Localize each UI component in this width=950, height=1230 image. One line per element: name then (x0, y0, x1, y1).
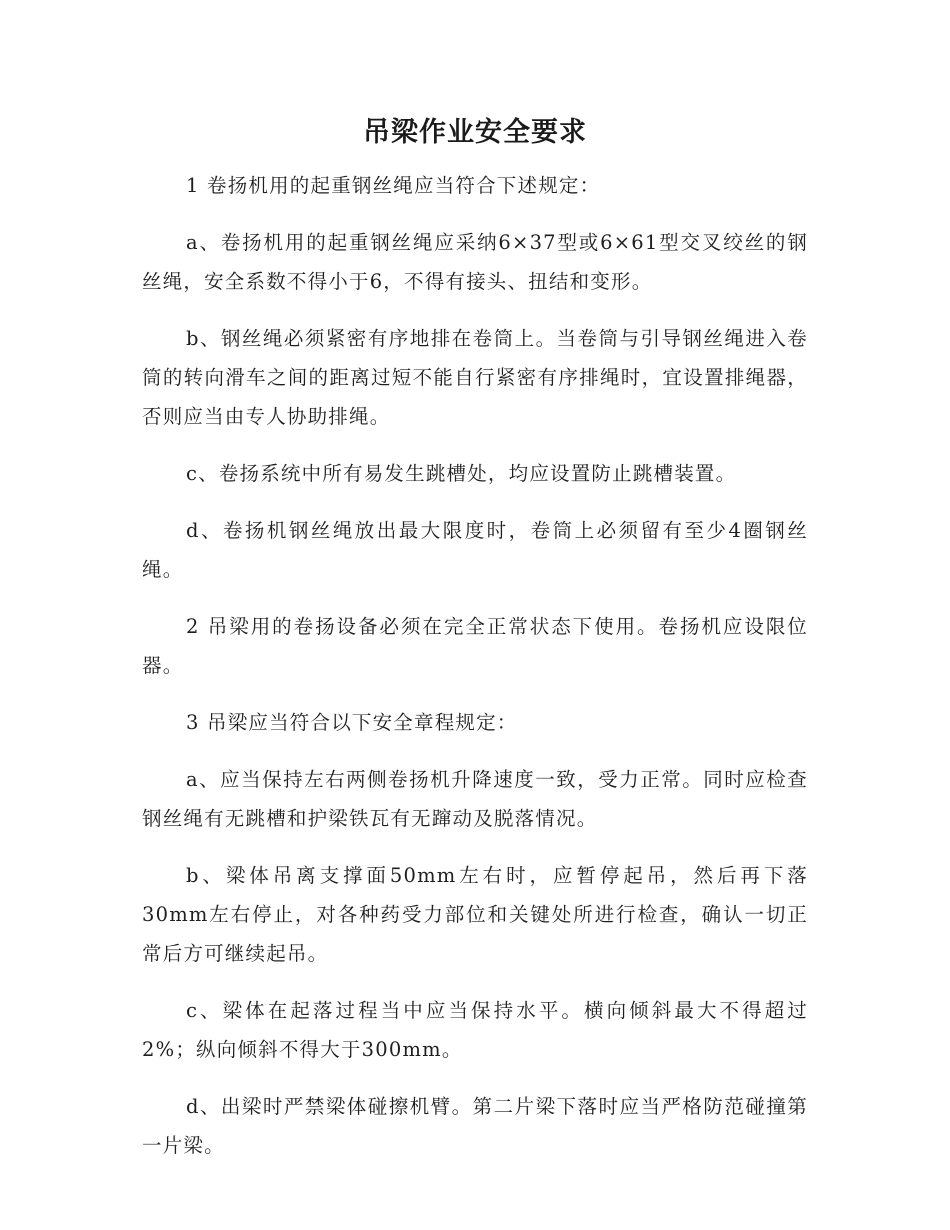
document-body (142, 166, 808, 1183)
paragraph-3b: b、梁体吊离支撑面50mm左右时，应暂停起吊，然后再下落30mm左右停止，对各种药受力部位和关键处所进行检查，确认一切正常后方可继续起吊。 (142, 864, 808, 965)
paragraph-3a: a、应当保持左右两侧卷扬机升降速度一致，受力正常。同时应检查钢丝绳有无跳槽和护梁铁瓦有无蹿动及脱落情况。 (142, 768, 808, 830)
paragraph-2: 2 吊梁用的卷扬设备必须在完全正常状态下使用。卷扬机应设限位器。 (142, 615, 808, 677)
document-title: 吊梁作业安全要求 (363, 117, 587, 148)
paragraph-1: 1 卷扬机用的起重钢丝绳应当符合下述规定： (186, 174, 601, 197)
paragraph-1a: a、卷扬机用的起重钢丝绳应采纳6×37型或6×61型交叉绞丝的钢丝绳，安全系数不得小于6，不得有接头、扭结和变形。 (142, 231, 808, 293)
paragraph-3c: c、梁体在起落过程当中应当保持水平。横向倾斜最大不得超过2%；纵向倾斜不得大于300mm。 (142, 999, 808, 1061)
paragraph-1b: b、钢丝绳必须紧密有序地排在卷筒上。当卷筒与引导钢丝绳进入卷筒的转向滑车之间的距离过短不能自行紧密有序排绳时，宜设置排绳器，否则应当由专人协助排绳。 (142, 327, 808, 428)
paragraph-1c: c、卷扬系统中所有易发生跳槽处，均应设置防止跳槽装置。 (186, 462, 737, 485)
paragraph-3d: d、出梁时严禁梁体碰擦机臂。第二片梁下落时应当严格防范碰撞第一片梁。 (142, 1095, 808, 1157)
paragraph-3: 3 吊梁应当符合以下安全章程规定： (186, 711, 518, 734)
paragraph-1d: d、卷扬机钢丝绳放出最大限度时，卷筒上必须留有至少4圈钢丝绳。 (142, 519, 808, 581)
